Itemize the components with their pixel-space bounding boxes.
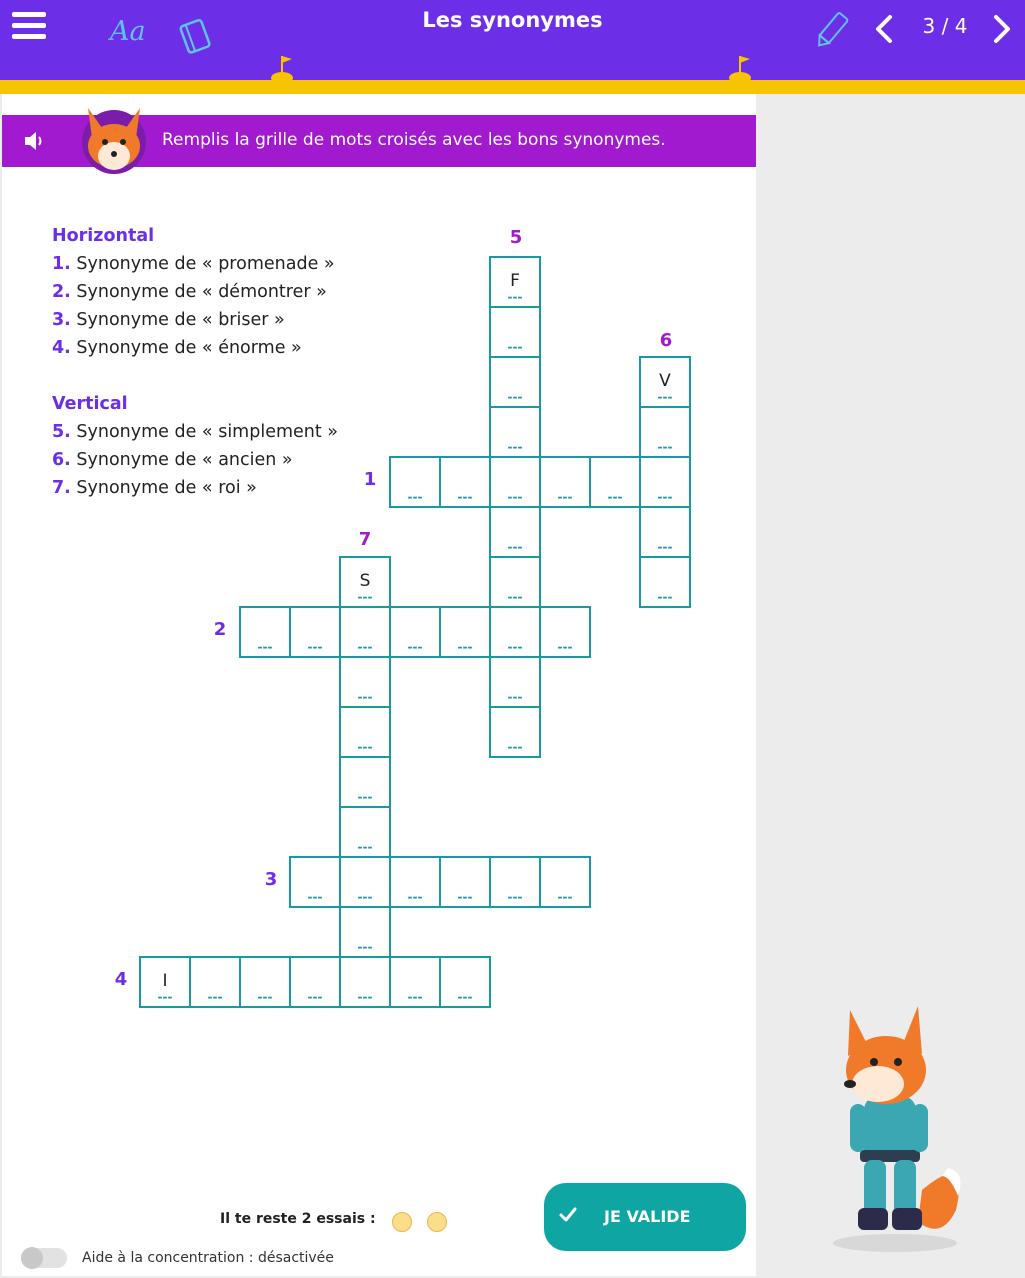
clue-item	[52, 334, 338, 362]
crossword-cell[interactable]	[539, 606, 591, 658]
crossword-cell[interactable]	[139, 956, 191, 1008]
word-number-5: 5	[509, 227, 523, 248]
crossword-cell[interactable]	[389, 456, 441, 508]
prefilled-letter: F	[510, 271, 520, 291]
cell-placeholder: ---	[407, 490, 423, 504]
crossword-cell[interactable]	[189, 956, 241, 1008]
cell-placeholder: ---	[457, 890, 473, 904]
check-icon	[558, 1205, 578, 1229]
clue-number: 4.	[52, 338, 71, 358]
cell-placeholder: ---	[307, 640, 323, 654]
clue-text: Synonyme de « démontrer »	[76, 282, 327, 302]
cell-placeholder: ---	[357, 740, 373, 754]
cell-placeholder: ---	[357, 690, 373, 704]
crossword-cell[interactable]	[339, 856, 391, 908]
clue-list	[52, 222, 338, 502]
page-title: Les synonymes	[422, 8, 603, 32]
crossword-cell[interactable]	[239, 606, 291, 658]
font-size-icon[interactable]: Aa	[110, 16, 146, 47]
validate-button[interactable]	[544, 1183, 746, 1251]
cell-placeholder: ---	[657, 540, 673, 554]
flag-marker-icon	[270, 52, 294, 82]
cell-placeholder: ---	[357, 590, 373, 604]
clue-text: Synonyme de « promenade »	[76, 254, 335, 274]
progress-track	[0, 80, 1025, 94]
crossword-cell[interactable]	[639, 406, 691, 458]
clue-item	[52, 446, 338, 474]
cell-placeholder: ---	[507, 390, 523, 404]
speaker-icon[interactable]	[22, 130, 46, 152]
cell-placeholder: ---	[357, 890, 373, 904]
crossword-cell[interactable]	[339, 956, 391, 1008]
crossword-cell[interactable]	[589, 456, 641, 508]
crossword-cell[interactable]	[289, 956, 341, 1008]
prefilled-letter: S	[359, 571, 371, 591]
crossword-cell[interactable]	[489, 256, 541, 308]
crossword-cell[interactable]	[339, 656, 391, 708]
clue-item	[52, 418, 338, 446]
cell-placeholder: ---	[457, 990, 473, 1004]
cell-placeholder: ---	[507, 740, 523, 754]
vertical-heading: Vertical	[52, 394, 128, 414]
crossword-cell[interactable]	[339, 606, 391, 658]
word-number-7: 7	[358, 529, 372, 550]
crossword-cell[interactable]	[289, 606, 341, 658]
cell-placeholder: ---	[557, 640, 573, 654]
tries-remaining-text: Il te reste 2 essais :	[220, 1211, 376, 1227]
page-indicator: 3 / 4	[922, 14, 968, 38]
clue-item	[52, 278, 338, 306]
crossword-cell[interactable]	[489, 356, 541, 408]
crossword-cell[interactable]	[439, 956, 491, 1008]
word-number-6: 6	[659, 330, 673, 351]
cell-placeholder: ---	[607, 490, 623, 504]
crossword-cell[interactable]	[489, 306, 541, 358]
crossword-cell[interactable]	[539, 856, 591, 908]
cell-placeholder: ---	[407, 640, 423, 654]
cell-placeholder: ---	[657, 390, 673, 404]
concentration-toggle[interactable]	[21, 1248, 67, 1268]
cell-placeholder: ---	[557, 490, 573, 504]
crossword-cell[interactable]	[239, 956, 291, 1008]
clue-text: Synonyme de « roi »	[76, 478, 257, 498]
crossword-cell[interactable]	[539, 456, 591, 508]
cell-placeholder: ---	[257, 640, 273, 654]
crossword-cell[interactable]	[339, 556, 391, 608]
crossword-cell[interactable]	[639, 356, 691, 408]
crossword-cell[interactable]	[439, 606, 491, 658]
cell-placeholder: ---	[357, 840, 373, 854]
crossword-cell[interactable]	[489, 606, 541, 658]
crossword-cell[interactable]	[489, 506, 541, 558]
cell-placeholder: ---	[507, 890, 523, 904]
cell-placeholder: ---	[507, 590, 523, 604]
word-number-2: 2	[213, 619, 227, 640]
crossword-cell[interactable]	[389, 606, 441, 658]
crossword-cell[interactable]	[639, 556, 691, 608]
cell-placeholder: ---	[307, 890, 323, 904]
crossword-cell[interactable]	[339, 806, 391, 858]
clue-number: 6.	[52, 450, 71, 470]
cell-placeholder: ---	[457, 640, 473, 654]
cell-placeholder: ---	[357, 640, 373, 654]
clue-number: 5.	[52, 422, 71, 442]
crossword-cell[interactable]	[489, 706, 541, 758]
crossword-cell[interactable]	[639, 506, 691, 558]
cell-placeholder: ---	[657, 440, 673, 454]
clue-number: 2.	[52, 282, 71, 302]
validate-label: JE VALIDE	[604, 1207, 691, 1226]
clue-text: Synonyme de « énorme »	[76, 338, 302, 358]
cell-placeholder: ---	[407, 890, 423, 904]
cell-placeholder: ---	[507, 340, 523, 354]
clue-item	[52, 250, 338, 278]
crossword-cell[interactable]	[489, 556, 541, 608]
crossword-cell[interactable]	[489, 406, 541, 458]
clue-number: 1.	[52, 254, 71, 274]
crossword-cell[interactable]	[339, 706, 391, 758]
cell-placeholder: ---	[357, 940, 373, 954]
cell-placeholder: ---	[307, 990, 323, 1004]
instruction-text: Remplis la grille de mots croisés avec les bons synonymes.	[162, 130, 666, 150]
crossword-cell[interactable]	[339, 906, 391, 958]
crossword-cell[interactable]	[439, 856, 491, 908]
crossword-cell[interactable]	[639, 456, 691, 508]
cell-placeholder: ---	[507, 640, 523, 654]
toggle-knob	[21, 1247, 43, 1269]
crossword-cell[interactable]	[389, 856, 441, 908]
cell-placeholder: ---	[507, 540, 523, 554]
crossword-cell[interactable]	[489, 856, 541, 908]
crossword-cell[interactable]	[289, 856, 341, 908]
previous-page-icon[interactable]	[872, 14, 896, 44]
cell-placeholder: ---	[407, 990, 423, 1004]
cell-placeholder: ---	[507, 440, 523, 454]
clue-text: Synonyme de « ancien »	[76, 450, 293, 470]
clue-item	[52, 474, 338, 502]
try-token	[427, 1212, 447, 1232]
crossword-cell[interactable]	[439, 456, 491, 508]
cell-placeholder: ---	[657, 490, 673, 504]
fox-mascot-icon	[820, 1000, 970, 1255]
clue-text: Synonyme de « briser »	[76, 310, 285, 330]
prefilled-letter: V	[659, 371, 671, 391]
clue-text: Synonyme de « simplement »	[76, 422, 339, 442]
flag-marker-icon	[728, 52, 752, 82]
word-number-1: 1	[363, 469, 377, 490]
cell-placeholder: ---	[257, 990, 273, 1004]
cell-placeholder: ---	[207, 990, 223, 1004]
word-number-3: 3	[264, 869, 278, 890]
next-page-icon[interactable]	[990, 14, 1014, 44]
cell-placeholder: ---	[507, 490, 523, 504]
cell-placeholder: ---	[507, 690, 523, 704]
horizontal-heading: Horizontal	[52, 226, 155, 246]
crossword-cell[interactable]	[489, 656, 541, 708]
crossword-cell[interactable]	[489, 456, 541, 508]
cell-placeholder: ---	[507, 290, 523, 304]
pencil-icon[interactable]	[814, 10, 850, 50]
clue-item	[52, 306, 338, 334]
try-token	[392, 1212, 412, 1232]
crossword-cell[interactable]	[339, 756, 391, 808]
word-number-4: 4	[114, 969, 128, 990]
cell-placeholder: ---	[357, 790, 373, 804]
fox-avatar-icon	[80, 98, 148, 176]
crossword-cell[interactable]	[389, 956, 441, 1008]
prefilled-letter: I	[162, 971, 168, 991]
clue-number: 7.	[52, 478, 71, 498]
clue-number: 3.	[52, 310, 71, 330]
cell-placeholder: ---	[157, 990, 173, 1004]
cell-placeholder: ---	[557, 890, 573, 904]
cell-placeholder: ---	[357, 990, 373, 1004]
cell-placeholder: ---	[657, 590, 673, 604]
concentration-label: Aide à la concentration : désactivée	[82, 1250, 334, 1266]
cell-placeholder: ---	[457, 490, 473, 504]
